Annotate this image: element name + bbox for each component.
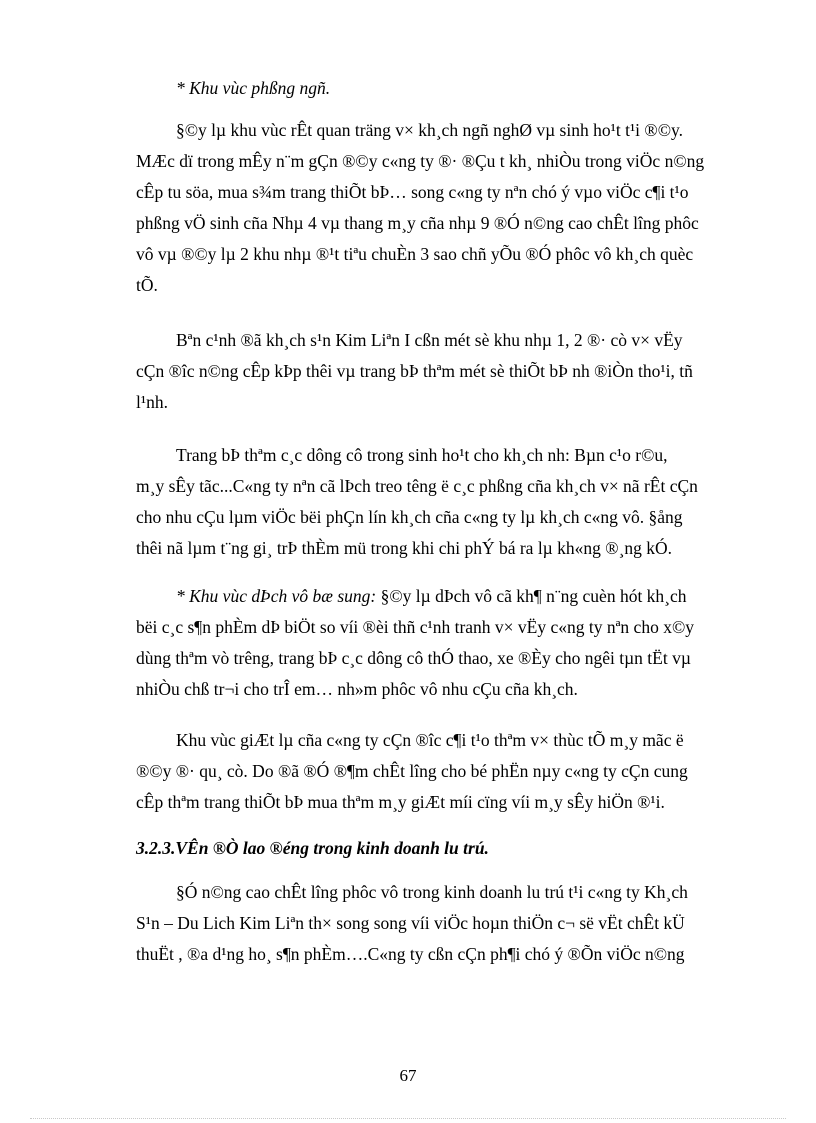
paragraph-line: ®©y ®· qu¸ cò. Do ®ã ®Ó ®¶m chÊt lîng cho bé phËn nµy c«ng ty cÇn cung — [136, 761, 688, 781]
paragraph-line: cho nhu cÇu lµm viÖc bëi phÇn lín kh¸ch cña c«ng ty lµ kh¸ch c«ng vô. §ång — [136, 507, 683, 527]
paragraph-line: dùng thªm vò trêng, trang bÞ c¸c dông cô thÓ thao, xe ®Èy cho ngêi tµn tËt vµ — [136, 648, 691, 668]
paragraph-line: thuËt , ®a d¹ng ho¸ s¶n phÈm….C«ng ty cßn cÇn ph¶i chó ý ®Õn viÖc n©ng — [136, 944, 685, 964]
paragraph-line: m¸y sÊy tãc...C«ng ty nªn cã lÞch treo têng ë c¸c phßng cña kh¸ch v× nã rÊt cÇn — [136, 476, 698, 496]
paragraph-equipment — [136, 440, 760, 564]
paragraph-line: §Ó n©ng cao chÊt lîng phôc vô trong kinh doanh lu trú t¹i c«ng ty Kh¸ch — [176, 882, 688, 902]
paragraph-line: l¹nh. — [136, 392, 168, 412]
paragraph-line: Bªn c¹nh ®ã kh¸ch s¹n Kim Liªn I cßn mét sè khu nhµ 1, 2 ®· cò v× vËy — [176, 330, 683, 350]
paragraph-line: Trang bÞ thªm c¸c dông cô trong sinh ho¹t cho kh¸ch nh: Bµn c¹o r©u, — [176, 445, 668, 465]
paragraph-line: cÊp tu söa, mua s¾m trang thiÕt bÞ… song c«ng ty nªn chó ý vµo viÖc c¶i t¹o — [136, 182, 689, 202]
paragraph-line: nhiÒu chß tr¬i cho trÎ em… nh»m phôc vô nhu cÇu cña kh¸ch. — [136, 679, 578, 699]
subheading-additional-services: * Khu vùc dÞch vô bæ sung: — [176, 586, 377, 606]
section-heading: 3.2.3.VÊn ®Ò lao ®éng trong kinh doanh lu trú. — [136, 838, 489, 858]
page-number: 67 — [399, 1066, 417, 1085]
paragraph-line: bëi c¸c s¶n phÈm dÞ biÖt so víi ®èi thñ c¹nh tranh v× vËy c«ng ty nªn cho x©y — [136, 617, 695, 637]
paragraph-line: phßng vÖ sinh cña Nhµ 4 vµ thang m¸y cña nhµ 9 ®Ó n©ng cao chÊt lîng phôc — [136, 213, 699, 233]
page-bottom-divider — [30, 1118, 786, 1119]
subheading-text: * Khu vùc phßng ngñ. — [176, 78, 331, 98]
subheading-sleeping-area — [136, 73, 760, 104]
paragraph-line: Khu vùc giÆt lµ cña c«ng ty cÇn ®îc c¶i t¹o thªm v× thùc tÕ m¸y mãc ë — [176, 730, 684, 750]
paragraph-line: tÕ. — [136, 275, 158, 295]
paragraph-laundry — [136, 725, 760, 818]
paragraph-additional-services — [136, 581, 760, 705]
paragraph-labour — [136, 877, 760, 970]
paragraph-line: cÇn ®îc n©ng cÊp kÞp thêi vµ trang bÞ thªm mét sè thiÕt bÞ nh ®iÒn tho¹i, tñ — [136, 361, 693, 381]
paragraph-line: §©y lµ khu vùc rÊt quan träng v× kh¸ch ngñ nghØ vµ sinh ho¹t t¹i ®©y. — [176, 120, 684, 140]
paragraph-sleeping-area — [136, 115, 760, 301]
paragraph-kim-lien — [136, 325, 760, 418]
paragraph-line: cÊp thªm trang thiÕt bÞ mua thªm m¸y giÆt míi cïng víi m¸y sÊy hiÖn ®¹i. — [136, 792, 665, 812]
paragraph-line — [136, 581, 760, 612]
paragraph-line: thêi nã lµm t¨ng gi¸ trÞ thÈm mü trong khi chi phÝ bá ra lµ kh«ng ®¸ng kÓ. — [136, 538, 673, 558]
paragraph-text: §©y lµ dÞch vô cã kh¶ n¨ng cuèn hót kh¸ch — [380, 586, 687, 606]
paragraph-line: S¹n – Du Lich Kim Liªn th× song song víi viÖc hoµn thiÖn c¬ së vËt chÊt kÜ — [136, 913, 685, 933]
paragraph-line: vô vµ ®©y lµ 2 khu nhµ ®¹t tiªu chuÈn 3 sao chñ yÕu ®Ó phôc vô kh¸ch quèc — [136, 244, 694, 264]
paragraph-line: MÆc dï trong mÊy n¨m gÇn ®©y c«ng ty ®· ®Çu t kh¸ nhiÒu trong viÖc n©ng — [136, 151, 705, 171]
